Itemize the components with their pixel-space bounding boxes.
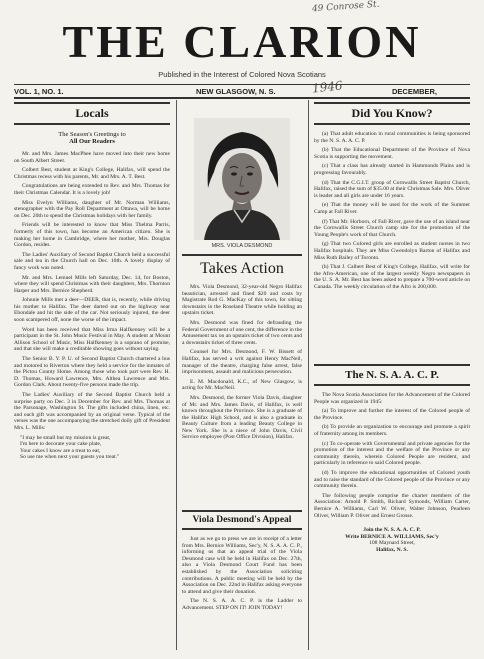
did-you-know-section [314,102,470,360]
fact-item: (f) That Mr. Horborn, of Fall River, gave the use of an island near the Cornwallis Street Church camp site for the promotion of the Young People's work of that Church. [314,218,470,238]
column-divider-left [176,100,177,650]
naacp-rule-top [314,364,470,366]
handwritten-address: 49 Conrose St. [311,0,380,15]
locals-rule-bottom [14,123,170,125]
handwritten-year: 1946 [311,78,344,96]
locals-item: Miss Evelyn Williams, daughter of Mr. Norman Williams, stenographer with the Pay Roll Department at Ottawa, will be home on Dec. 20th to spend the Christmas holidays with her family. [14,199,170,219]
newspaper-title: THE CLARION [62,16,422,67]
appeal-heading: Viola Desmond's Appeal [192,515,292,525]
dateline-place: NEW GLASGOW, N. S. [196,87,276,96]
did-you-know-rule-bottom [314,123,470,125]
locals-item: The Ladies' Auxiliary of Second Baptist Church held a successful sale and tea in the Church hall on Dec. 10th. A lovely display of fancy work was noted. [14,251,170,271]
locals-item: Mr. and Mrs. James MacPhee have moved into their new home on South Albert Street. [14,151,170,164]
fact-item: (c) That a class has already started in Hammonds Plains and is progressing favourably. [314,163,470,176]
fact-item: (e) That the money will be used for the work of the Summer Camp at Fall River. [314,202,470,215]
article-paragraph: Mrs. Desmond, the former Viola Davis, daughter of Mr. and Mrs. James Davis, of Halifax, is well known throughout the Province. She is a graduate of the Halifax High School, and is also a graduate in Beauty Culture from a leading Beauty College in New York. She is a niece of John Davis, Civil Service employee (Post Office Division), Halifax. [182,394,302,441]
locals-item: The Senior B. Y. P. U. of Second Baptist Church chartered a bus and motored to Riverton where they held a service for the inmates of the Pictou County Home. Among those who took part were Rev. H. D. Thomas, Howard Lawrence, Mrs. Althea Lawrence and Mrs. Gordon Clark. About twenty-five persons made the trip. [14,356,170,389]
article-paragraph: Mrs. Desmond was fined for defrauding the Federal Government of one cent, the difference in the Amusement tax on an upstairs ticket of two cents and a downstairs ticket of three cents. [182,319,302,346]
greeting-line-2: All Our Readers [69,138,115,145]
takes-action-heading: Takes Action [200,260,284,277]
naacp-paragraph: The Nova Scotia Association for the Advancement of the Colored People was organized in 1945: [314,392,470,405]
join-line: Join the N. S. A. A. C. P. [363,527,421,534]
article-paragraph: Mrs. Viola Desmond, 32-year-old Negro Halifax beautician, arrested and fined $20 and costs by Magistrate Rod G. MacKay of this town, for sitting downstairs in the Roseland Theatre while holding an upstairs ticket. [182,284,302,317]
locals-item: Congratulations are being extended to Rev. and Mrs. Thomas for their Christmas Calendar. It is a lovely job! [14,183,170,196]
verse-line: I'm here to decorate your cake plate, [20,441,102,448]
join-line: Write BERNICE A. WILLIAMS, Sec'y [345,533,439,540]
did-you-know-heading: Did You Know? [351,106,433,120]
naacp-heading: The N. S. A. A. C. P. [345,369,439,381]
locals-item: Colbert Best, student at King's College, Halifax, will spend the Christmas recess with his parents, Mr. and Mrs. A. T. Best. [14,167,170,180]
masthead-bottom-rule [14,97,470,99]
verse-line: "I may be small but my mission is great, [20,434,111,441]
naacp-body [314,392,470,519]
join-line: Halifax, N. S. [376,546,408,553]
verse-line: So use me when next your guests you treat." [20,454,120,461]
portrait-photo [194,118,290,240]
dateline-month: DECEMBER, [392,87,438,96]
did-you-know-body [314,131,470,290]
naacp-paragraph: (d) To improve the educational opportunities of Colored youth and to raise the standard of the Colored people of the Province or any community therein. [314,469,470,490]
naacp-paragraph: (a) To improve and further the interest of the Colored people of the Province. [314,408,470,421]
locals-item: The Ladies' Auxiliary of the Second Baptist Church held a surprise party on Dec. 3 in December for Rev. and Mrs. Thomas at the Parsonage, Washington St. The gifts included china, linen, etc. and each gift was accompanied by an original verse. Typical of the verses was the one accompanying the stretched doily gift of President Mrs. L. Mills: [14,392,170,431]
join-line: 108 Maynard Street, [369,540,415,547]
naacp-join-box [314,527,470,553]
verse-line: Your cakes I know are a treat to eat, [20,447,101,454]
locals-section [14,102,170,652]
fact-item: (g) That two Colored girls are enrolled as student nurses in two Halifax hospitals. They are Miss Gwendolyn Barton of Halifax and Miss Ruth Bailey of Toronto. [314,241,470,261]
photo-caption: MRS. VIOLA DESMOND [211,243,273,249]
article-paragraph: Just as we go to press we are in receipt of a letter from Mrs. Bernice Williams, Sec'y, N. S. A. A. C. P., informing us that an appeal trial of the Viola Desmond case will be held in Halifax on Dec. 27th, also a Viola Desmond Court Fund has been established by the Association soliciting contributions. A public meeting will be held by the Association on Dec. 22nd in Halifax asking everyone to attend and give their donation. [182,536,302,595]
article-paragraph: Counsel for Mrs. Desmond, F. W. Bissett of Halifax, has served a writ against Henry MacNeil, manager of the theatre, charging false arrest, false imprisonment, assault and malicious persecution. [182,349,302,376]
locals-heading: Locals [75,106,109,120]
appeal-section [182,510,302,650]
locals-body [14,151,170,461]
fact-item: (a) That adult education in rural communities is being sponsored by the N. S. A. A. C. P. [314,131,470,144]
takes-action-rule [182,254,302,256]
naacp-rule-bottom [314,384,470,386]
article-paragraph: E. M. Macdonald, K.C., of New Glasgow, is acting for Mr. MacNeil. [182,378,302,392]
naacp-section [314,364,470,652]
naacp-paragraph: The following people comprise the charter members of the Association: Arnold P. Smith, Richard Symonds, William Carter, Bernice A. Williams, Carl W. Oliver, Walter Johnson, Pearleen Oliver, William P. Oliver and Ernest Grosse. [314,492,470,519]
masthead-top-rule [14,84,470,85]
fact-item: (h) That J. Calbert Best of King's College, Halifax, will write for the Afro-American, one of the largest weekly Negro newspapers in the U. S. A. Mr. Best has been asked to prepare a 700-word article on Canada. The weekly circulation of the Afro is 200,000. [314,264,470,290]
volume-number: VOL. 1, NO. 1. [14,87,64,96]
greeting-line-1: The Season's Greetings to [58,131,126,138]
naacp-paragraph: (b) To provide an organization to encourage and promote a spirit of fraternity among its members. [314,424,470,437]
locals-item: Johnnie Mills met a deer—DEER, that is, recently, while driving his mother to Halifax. The deer darted out on the highway near Ebondale and hit the side of the car. Not seriously injured, the deer soon scampered off, none the worse of the impact. [14,297,170,324]
appeal-rule-bottom [182,528,302,530]
fact-item: (b) That the Educational Department of the Province of Nova Scotia is supporting the movement. [314,147,470,160]
takes-action-body [182,284,302,441]
article-paragraph: The N. S. A. A. C. P. is the Ladder to Advancement. STEP ON IT! JOIN TODAY! [182,598,302,611]
column-divider-right [308,100,309,650]
did-you-know-rule-top [314,102,470,104]
locals-rule-top [14,102,170,104]
locals-item: Mr. and Mrs. Lemuel Mills left Saturday, Dec. 14, for Boston, where they will spend Christmas with their daughters, Mrs. Thornton Harper and Mrs. Bernice Shepherd. [14,274,170,294]
appeal-body [182,536,302,612]
portrait-image [194,118,290,240]
appeal-rule-top [182,510,302,512]
newspaper-subtitle: Published in the Interest of Colored Nova Scotians [158,70,326,79]
locals-item: Friends will be interested to know that Miss Thelma Parris, formerly of this town, has become an American citizen. She is making her home in Cambridge, where her mother, Mrs. Douglas Gordon, resides. [14,222,170,249]
takes-action-section [182,254,302,508]
locals-item: Word has been received that Miss Irma Halfkenney will be a participant in the St. John Music Festival in May. A student at Mount Allison School of Music, Miss Halfkenney is a soprano of promise, and that she will make a creditable showing goes without saying. [14,326,170,353]
naacp-paragraph: (c) To co-operate with Governmental and private agencies for the promotion of the interest and the welfare of the Province or any community therein, wherein Colored People are resident, and particularly in reference to said Colored people. [314,440,470,467]
fact-item: (d) That the C.G.I.T. group of Cornwallis Street Baptist Church, Halifax, raised the sum of $35.00 at their Christmas Sale. Mrs. Oliver is leader and all girls are under 16 years. [314,179,470,199]
